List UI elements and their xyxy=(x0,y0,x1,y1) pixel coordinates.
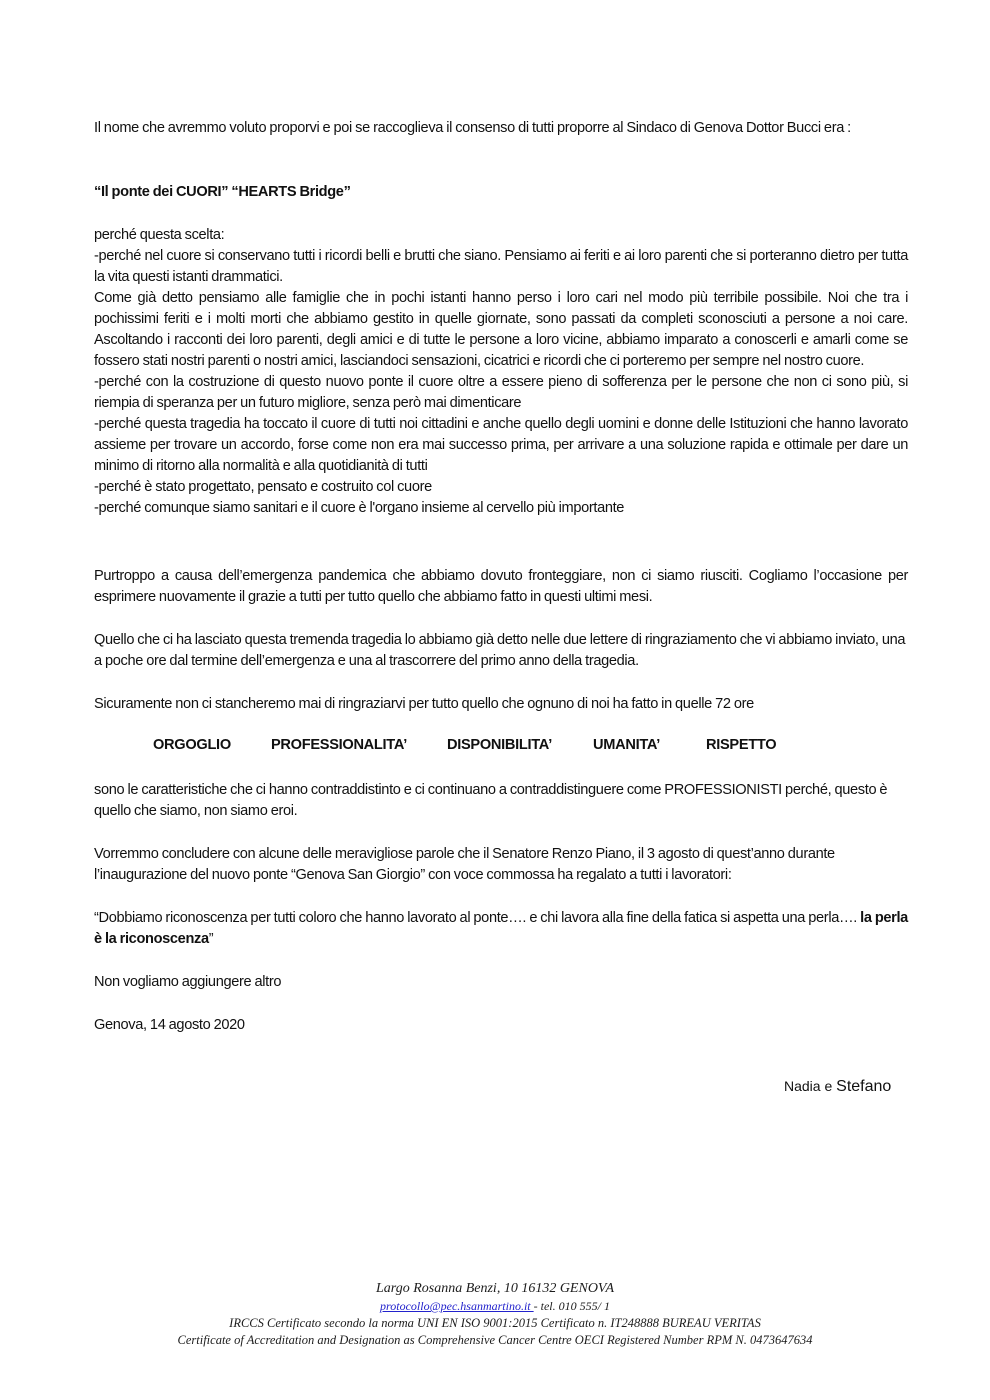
place-date xyxy=(94,1015,908,1036)
conclusion-paragraph xyxy=(94,844,908,886)
reason-item: -perché nel cuore si conservano tutti i ricordi belli e brutti che siano. Pensiamo ai feriti e ai loro parenti che si porteranno dietro per tutta la vita questi istanti drammatici. xyxy=(94,248,908,285)
quote-bold: la perla è la riconoscenza xyxy=(94,910,908,947)
quote-paragraph xyxy=(94,908,908,950)
reason-item: -perché questa tragedia ha toccato il cuore di tutti noi cittadini e anche quello degli uomini e donne delle Istituzioni che hanno lavorato assieme per trovare un accordo, forse come non era mai successo prima, per arrivare a una soluzione rapida e ottimale per dare un minimo di ritorno alla normalità e alla quotidianità di tutti xyxy=(94,416,908,474)
value-item: UMANITA’ xyxy=(593,737,661,753)
value-item: RISPETTO xyxy=(706,737,777,753)
intro-paragraph xyxy=(94,118,908,139)
footer-accreditation: Certificate of Accreditation and Designation as Comprehensive Cancer Centre OECI Registered Number RPM N. 0473647634 xyxy=(177,1333,813,1347)
footer-address: Largo Rosanna Benzi, 10 16132 GENOVA xyxy=(376,1281,614,1296)
footer-email-link[interactable]: protocollo@pec.hsanmartino.it xyxy=(380,1299,534,1313)
closing-text: Non vogliamo aggiungere altro xyxy=(94,974,282,990)
characteristics-paragraph xyxy=(94,780,908,822)
place-date-text: Genova, 14 agosto 2020 xyxy=(94,1017,245,1033)
quote-start: “Dobbiamo riconoscenza per tutti coloro che hanno lavorato al ponte…. e chi lavora alla fine della fatica si aspetta una perla…. xyxy=(94,910,861,926)
proposed-name xyxy=(94,182,908,203)
footer-phone: - tel. 010 555/ 1 xyxy=(533,1299,610,1313)
value-item: DISPONIBILITA’ xyxy=(447,737,552,753)
conclusion-text: Vorremmo concludere con alcune delle meravigliose parole che il Senatore Renzo Piano, il 3 agosto di quest’anno durante l’inaugurazione del nuovo ponte “Genova San Giorgio” con voce commossa ha regalato a tutti i lavoratori: xyxy=(94,846,835,883)
value-item: PROFESSIONALITA’ xyxy=(271,737,408,753)
reason-item: -perché è stato progettato, pensato e costruito col cuore xyxy=(94,479,432,495)
reasons-section xyxy=(94,225,908,519)
signature xyxy=(784,1078,891,1096)
signature-second: Stefano xyxy=(836,1078,892,1095)
reason-item: -perché con la costruzione di questo nuovo ponte il cuore oltre a essere pieno di sofferenza per le persone che non ci sono più, si riempia di speranza per un futuro migliore, senza però mai dimenticare xyxy=(94,374,908,411)
closing-line xyxy=(94,972,908,993)
signature-first: Nadia e xyxy=(784,1078,837,1094)
letters-paragraph xyxy=(94,630,908,672)
pandemic-paragraph xyxy=(94,566,908,608)
reason-item: Come già detto pensiamo alle famiglie che in pochi istanti hanno perso i loro cari nel modo più terribile possibile. Noi che tra i pochissimi feriti e i molti morti che abbiamo gestito in quelle giornate, sono passati da completi sconosciuti a persone a noi care. Ascoltando i racconti dei loro parenti, degli amici e di tutte le persone a loro vicine, abbiamo imparato a conoscerli e amarli come se fossero stati nostri parenti o nostri amici, lasciandoci sensazioni, cicatrici e ricordi che ci porteremo per sempre nel nostro cuore. xyxy=(94,290,908,369)
quote-end: ” xyxy=(208,931,214,947)
letters-text: Quello che ci ha lasciato questa tremenda tragedia lo abbiamo già detto nelle due lettere di ringraziamento che vi abbiamo inviato, una a poche ore dal termine dell’emergenza e una al trascorrere del primo anno della tragedia. xyxy=(94,632,906,669)
thanks-text: Sicuramente non ci stancheremo mai di ringraziarvi per tutto quello che ognuno di noi ha fatto in quelle 72 ore xyxy=(94,696,754,712)
values-list xyxy=(0,737,990,758)
reasons-heading: perché questa scelta: xyxy=(94,227,225,243)
quote-text xyxy=(94,908,908,950)
thanks-paragraph xyxy=(94,694,908,715)
reason-item: -perché comunque siamo sanitari e il cuore è l'organo insieme al cervello più importante xyxy=(94,500,625,516)
pandemic-text: Purtroppo a causa dell’emergenza pandemica che abbiamo dovuto fronteggiare, non ci siamo riusciti. Cogliamo l’occasione per esprimere nuovamente il grazie a tutti per tutto quello che abbiamo fatto in questi ultimi mesi. xyxy=(94,568,908,605)
footer-certification: IRCCS Certificato secondo la norma UNI EN ISO 9001:2015 Certificato n. IT248888 BUREAU VERITAS xyxy=(229,1316,761,1330)
intro-text: Il nome che avremmo voluto proporvi e poi se raccoglieva il consenso di tutti proporre al Sindaco di Genova Dottor Bucci era : xyxy=(94,120,851,136)
footer xyxy=(0,1280,990,1349)
proposed-name-text: “Il ponte dei CUORI” “HEARTS Bridge” xyxy=(94,184,351,200)
footer-contact xyxy=(0,1298,990,1315)
characteristics-text: sono le caratteristiche che ci hanno contraddistinto e ci continuano a contraddistinguere come PROFESSIONISTI perché, questo è quello che siamo, non siamo eroi. xyxy=(94,782,888,819)
value-item: ORGOGLIO xyxy=(153,737,231,753)
